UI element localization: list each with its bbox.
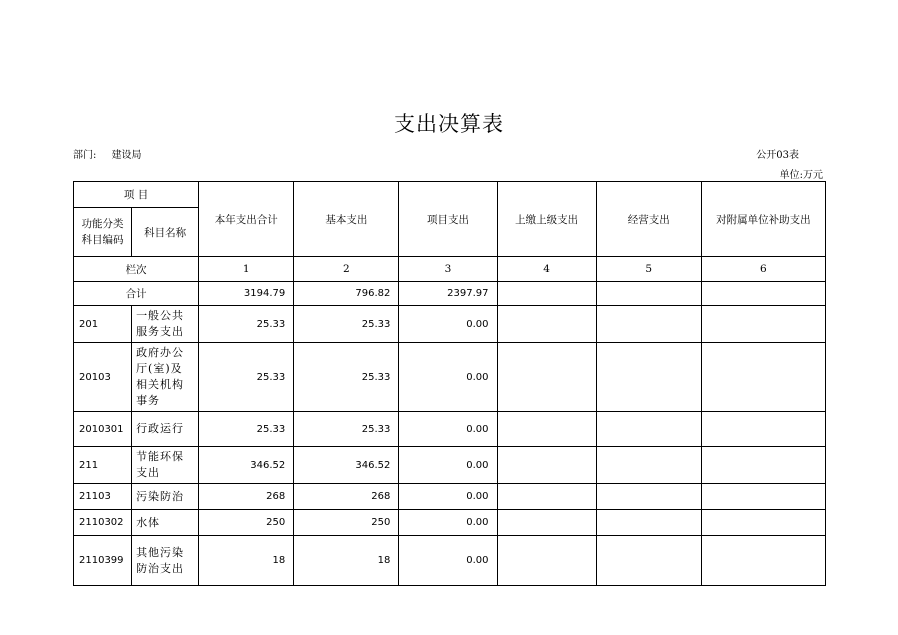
total-value: 3194.79 — [199, 282, 294, 306]
row-value — [596, 536, 701, 586]
col-index: 1 — [199, 257, 294, 282]
row-value — [701, 447, 825, 484]
header-col-remit: 上缴上级支出 — [497, 182, 596, 257]
row-value: 0.00 — [399, 343, 497, 412]
header-col-subsidy: 对附属单位补助支出 — [701, 182, 825, 257]
row-value — [596, 510, 701, 536]
row-value — [701, 412, 825, 447]
department-label: 部门: — [73, 150, 97, 161]
row-value — [701, 306, 825, 343]
row-subject-name: 水体 — [132, 510, 199, 536]
row-value: 268 — [294, 484, 399, 510]
row-code: 201 — [74, 306, 132, 343]
table-row — [74, 412, 826, 447]
row-value: 25.33 — [199, 412, 294, 447]
row-value: 25.33 — [199, 306, 294, 343]
row-value — [497, 510, 596, 536]
row-value: 250 — [199, 510, 294, 536]
header-col-total: 本年支出合计 — [199, 182, 294, 257]
row-value — [596, 447, 701, 484]
header-col-operating: 经营支出 — [596, 182, 701, 257]
row-value: 0.00 — [399, 412, 497, 447]
row-value: 25.33 — [294, 412, 399, 447]
row-value — [596, 484, 701, 510]
row-value — [497, 447, 596, 484]
row-code: 2010301 — [74, 412, 132, 447]
row-value: 0.00 — [399, 510, 497, 536]
row-subject-name: 政府办公厅(室)及相关机构事务 — [132, 343, 199, 412]
page-title: 支出决算表 — [394, 112, 504, 136]
row-value — [701, 343, 825, 412]
header-col-project: 项目支出 — [399, 182, 497, 257]
row-value — [596, 306, 701, 343]
row-subject-name: 节能环保支出 — [132, 447, 199, 484]
row-value — [497, 412, 596, 447]
row-subject-name: 污染防治 — [132, 484, 199, 510]
row-value — [701, 510, 825, 536]
row-value: 25.33 — [294, 343, 399, 412]
header-func-code: 功能分类科目编码 — [74, 208, 132, 257]
col-index: 3 — [399, 257, 497, 282]
row-value: 25.33 — [294, 306, 399, 343]
row-code: 2110302 — [74, 510, 132, 536]
header-item: 项 目 — [74, 182, 199, 208]
table-row — [74, 484, 826, 510]
row-value — [497, 484, 596, 510]
col-index: 4 — [497, 257, 596, 282]
table-row — [74, 536, 826, 586]
row-value — [497, 343, 596, 412]
department-line — [73, 146, 154, 161]
row-value: 0.00 — [399, 306, 497, 343]
row-code: 21103 — [74, 484, 132, 510]
total-value — [497, 282, 596, 306]
total-value — [596, 282, 701, 306]
table-row — [74, 343, 826, 412]
expenditure-table — [73, 181, 826, 586]
row-subject-name: 行政运行 — [132, 412, 199, 447]
col-index: 6 — [701, 257, 825, 282]
col-index: 2 — [294, 257, 399, 282]
form-number: 公开03表 — [756, 150, 799, 161]
row-value — [497, 536, 596, 586]
row-value: 268 — [199, 484, 294, 510]
row-value: 0.00 — [399, 447, 497, 484]
header-col-basic: 基本支出 — [294, 182, 399, 257]
table-row — [74, 510, 826, 536]
total-label: 合计 — [74, 282, 199, 306]
unit-label: 单位:万元 — [779, 170, 823, 181]
table-row — [74, 447, 826, 484]
row-subject-name: 其他污染防治支出 — [132, 536, 199, 586]
row-value — [596, 412, 701, 447]
row-value: 18 — [294, 536, 399, 586]
total-value: 2397.97 — [399, 282, 497, 306]
total-value — [701, 282, 825, 306]
total-value: 796.82 — [294, 282, 399, 306]
row-value — [701, 536, 825, 586]
row-value: 18 — [199, 536, 294, 586]
row-value: 250 — [294, 510, 399, 536]
col-index: 5 — [596, 257, 701, 282]
row-value — [497, 306, 596, 343]
row-code: 20103 — [74, 343, 132, 412]
col-index-label: 栏次 — [74, 257, 199, 282]
row-value — [701, 484, 825, 510]
header-subject-name: 科目名称 — [132, 208, 199, 257]
row-value: 25.33 — [199, 343, 294, 412]
table-row — [74, 306, 826, 343]
department-name: 建设局 — [111, 150, 142, 161]
row-subject-name: 一般公共服务支出 — [132, 306, 199, 343]
row-value: 0.00 — [399, 536, 497, 586]
row-value: 346.52 — [294, 447, 399, 484]
row-value: 0.00 — [399, 484, 497, 510]
row-value: 346.52 — [199, 447, 294, 484]
row-value — [596, 343, 701, 412]
row-code: 211 — [74, 447, 132, 484]
row-code: 2110399 — [74, 536, 132, 586]
